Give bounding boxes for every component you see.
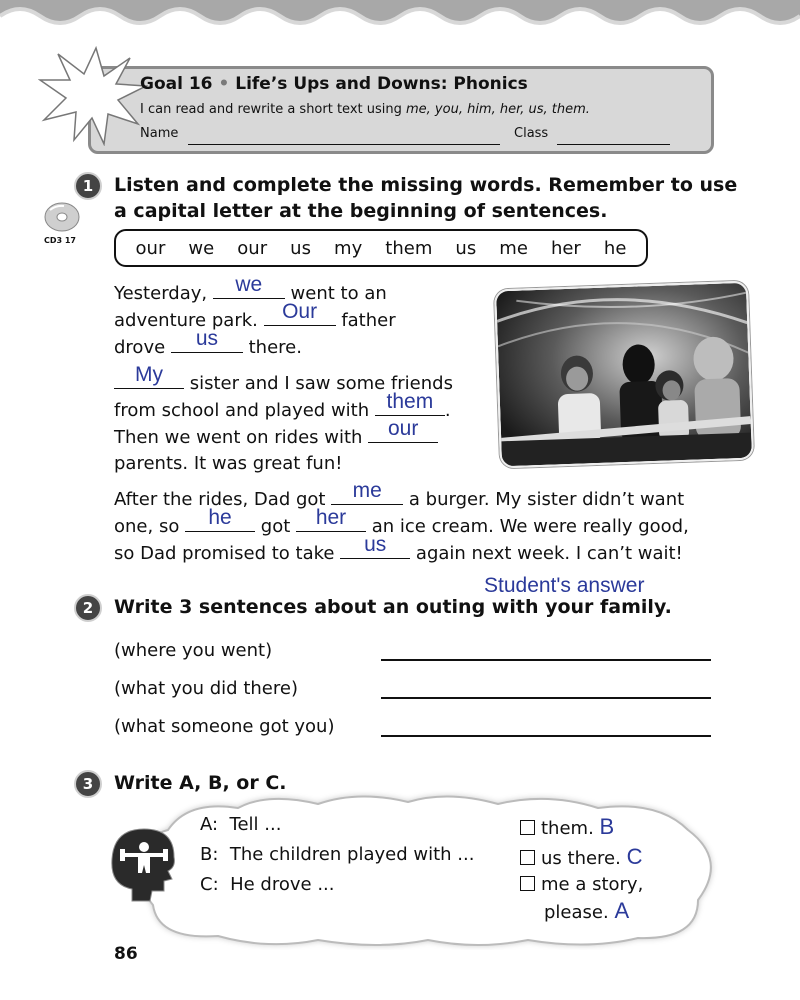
prompt-what-got: (what someone got you) [114,716,335,737]
goal-topic: Life’s Ups and Downs: Phonics [235,74,528,94]
word-bank-item: them [385,237,433,259]
paragraph-3 [114,479,689,567]
word-bank-item: us [290,237,311,259]
answer-letter: A [614,898,630,923]
instruction-line-2: a capital letter at the beginning of sentences. [114,200,608,222]
answer-us-2: us [364,533,387,556]
text: drove [114,337,171,358]
prompt-what-did: (what you did there) [114,678,298,699]
text: father [335,310,396,331]
goal-label: Goal 16 [140,74,213,94]
checkbox[interactable] [520,820,535,835]
word-bank-item: her [550,237,581,259]
answer-our: our [387,417,419,440]
option-text: Tell ... [229,814,282,835]
answer-blank[interactable] [375,390,445,416]
answer-blank[interactable] [171,327,243,353]
option-a [200,814,281,835]
paragraph-1 [114,273,396,361]
can-do-prefix: I can read and rewrite a short text using [140,102,406,117]
text: so Dad promised to take [114,543,341,564]
option-c [200,874,334,895]
can-do-words: me, you, him, her, us, them. [406,102,590,117]
answer-line-3[interactable] [381,735,711,737]
answer-blank[interactable] [114,363,184,389]
answer-blank[interactable] [185,506,255,532]
text: After the rides, Dad got [114,489,332,510]
option-letter: A: [200,814,219,835]
ending-text: us there. [541,848,621,869]
ending-story-line-2 [544,898,629,924]
ending-text: me a story, [541,874,644,895]
text: got [255,516,297,537]
checkbox[interactable] [520,876,535,891]
photo-kids-on-ride [494,281,754,469]
text: from school and played with [114,400,375,421]
checkbox[interactable] [520,850,535,865]
exercise-1-instruction [114,172,737,224]
answer-her: her [315,506,347,529]
exercise-2-instruction: Write 3 sentences about an outing with your family. [114,596,672,618]
ending-us-there [520,844,642,870]
text: a burger. My sister didn’t want [403,489,685,510]
text: parents. It was great fun! [114,453,343,474]
answer-line-2[interactable] [381,697,711,699]
page-number: 86 [114,944,138,964]
answer-letter: C [626,844,643,869]
answer-blank[interactable] [213,273,285,299]
can-do-statement [140,102,590,117]
ending-them [520,814,614,840]
text: went to an [284,283,387,304]
instruction-line-1: Listen and complete the missing words. Remember to use [114,174,738,196]
name-field[interactable] [188,144,500,145]
text: one, so [114,516,186,537]
word-bank-item: our [135,237,166,259]
wavy-top-border [0,0,800,40]
exercise-2-number: 2 [74,594,102,622]
prompt-where: (where you went) [114,640,273,661]
class-field[interactable] [557,144,670,145]
cd-icon [42,200,82,236]
exercise-3-instruction: Write A, B, or C. [114,772,287,794]
word-bank-item: us [455,237,477,259]
name-label: Name [140,126,179,141]
answer-our-cap: Our [282,300,318,323]
answer-me: me [352,479,382,502]
class-label: Class [514,126,549,141]
ending-story [520,874,643,895]
answer-he: he [208,506,232,529]
answer-we: we [235,273,263,296]
answer-letter: B [599,814,615,839]
option-text: The children played with ... [229,844,475,865]
exercise-1-number: 1 [74,172,102,200]
ending-text: them. [541,818,594,839]
text: Then we went on rides with [114,427,369,448]
text: again next week. I can’t wait! [410,543,683,564]
word-bank-item: me [499,237,528,259]
text: sister and I saw some friends [184,373,453,394]
text: adventure park. [114,310,264,331]
word-bank-item: he [603,237,627,259]
option-letter: C: [200,874,219,895]
answer-my: My [135,363,163,386]
answer-blank[interactable] [340,533,410,559]
answer-them: them [386,390,434,413]
word-bank-item: our [237,237,268,259]
answer-blank[interactable] [296,506,366,532]
thinking-head-icon [104,825,180,903]
text: . [444,400,451,421]
exercise-3-number: 3 [74,770,102,798]
answer-blank[interactable] [368,417,438,443]
text: Yesterday, [114,283,213,304]
starburst-icon [38,46,148,146]
paragraph-2 [114,363,453,477]
word-bank-item: my [334,237,363,259]
option-text: He drove ... [230,874,335,895]
goal-separator: • [218,74,230,94]
text: there. [242,337,302,358]
student-answer-note: Student's answer [484,574,645,597]
word-bank [114,229,648,267]
goal-title [140,74,528,94]
answer-us-1: us [195,327,218,350]
answer-line-1[interactable] [381,659,711,661]
option-b [200,844,474,865]
photo-image [496,283,752,467]
cd-track-label: CD3 17 [44,236,76,245]
text: an ice cream. We were really good, [366,516,689,537]
ending-text: please. [544,902,609,923]
option-letter: B: [200,844,219,865]
word-bank-item: we [188,237,215,259]
answer-blank[interactable] [331,479,403,505]
answer-blank[interactable] [264,300,336,326]
thought-cloud [98,790,728,950]
